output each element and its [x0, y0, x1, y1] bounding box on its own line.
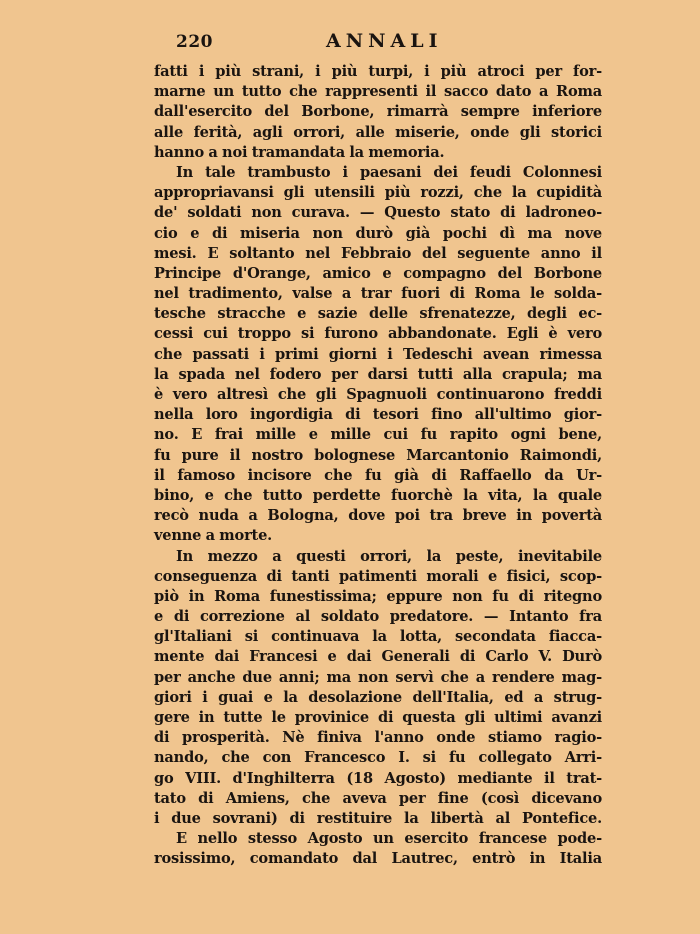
text-line: hanno a noi tramandata la memoria. [154, 143, 445, 161]
running-title: ANNALI [326, 30, 443, 52]
text-line: è vero altresì che gli Spagnuoli continuarono freddi [154, 386, 602, 403]
text-line: no. E frai mille e mille cui fu rapito ogni bene, [154, 426, 602, 444]
text-line: i due sovrani) di restituire la libertà al Pontefice. [154, 809, 602, 827]
text-line: cessi cui troppo si furono abbandonate. Egli è vero [154, 325, 602, 343]
body-text [154, 62, 602, 870]
text-line: recò nuda a Bologna, dove poi tra breve in povertà [154, 507, 602, 525]
text-line: tesche stracche e sazie delle sfrenatezze, degli ec- [154, 305, 602, 323]
text-line: nando, che con Francesco I. si fu collegato Arri- [154, 749, 602, 767]
text-line: la spada nel fodero per darsi tutti alla crapula; ma [154, 365, 602, 383]
text-line: e di correzione al soldato predatore. — Intanto fra [154, 608, 602, 626]
text-line: fu pure il nostro bolognese Marcantonio Raimondi, [154, 446, 602, 464]
text-line: fatti i più strani, i più turpi, i più atroci per for- [154, 63, 602, 80]
text-line: di prosperità. Nè finiva l'anno onde stiamo ragio- [154, 729, 602, 747]
text-line: appropriavansi gli utensili più rozzi, che la cupidità [154, 184, 602, 202]
text-line: conseguenza di tanti patimenti morali e fisici, scop- [154, 567, 602, 585]
text-line: che passati i primi giorni i Tedeschi avean rimessa [154, 345, 602, 363]
text-line: dall'esercito del Borbone, rimarrà sempre inferiore [154, 103, 602, 121]
page-header [176, 30, 596, 58]
text-line: E nello stesso Agosto un esercito francese pode- [176, 830, 602, 848]
page-number: 220 [176, 32, 213, 52]
text-line: il famoso incisore che fu già di Raffaello da Ur- [154, 466, 602, 484]
text-line: nel tradimento, valse a trar fuori di Roma le solda- [154, 285, 602, 303]
text-line: In tale trambusto i paesani dei feudi Colonnesi [176, 163, 602, 181]
text-line: mesi. E soltanto nel Febbraio del seguente anno il [154, 244, 602, 262]
text-line: Principe d'Orange, amico e compagno del Borbone [154, 264, 602, 282]
text-line: gere in tutte le provinice di questa gli ultimi avanzi [154, 709, 602, 726]
text-line: In mezzo a questi orrori, la peste, inevitabile [176, 547, 602, 565]
text-line: per anche due anni; ma non servì che a rendere mag- [154, 668, 602, 686]
text-line: tato di Amiens, che aveva per fine (così dicevano [154, 789, 602, 807]
text-line: nella loro ingordigia di tesori fino all'ultimo gior- [154, 406, 602, 424]
text-line: go VIII. d'Inghilterra (18 Agosto) mediante il trat- [154, 769, 602, 787]
text-line: mente dai Francesi e dai Generali di Carlo V. Durò [154, 648, 602, 666]
text-line: gl'Italiani si continuava la lotta, secondata fiacca- [154, 628, 602, 646]
text-line: de' soldati non curava. — Questo stato di ladroneo- [154, 204, 602, 222]
text-line: piò in Roma funestissima; eppure non fu di ritegno [154, 587, 602, 605]
text-line: giori i guai e la desolazione dell'Italia, ed a strug- [154, 688, 602, 706]
text-line: alle ferità, agli orrori, alle miserie, onde gli storici [154, 123, 602, 141]
text-line: rosissimo, comandato dal Lautrec, entrò in Italia [154, 850, 602, 868]
text-line: marne un tutto che rappresenti il sacco dato a Roma [154, 83, 602, 101]
text-line: cio e di miseria non durò già pochi dì ma nove [154, 224, 602, 242]
text-line: venne a morte. [154, 527, 273, 545]
text-line: bino, e che tutto perdette fuorchè la vita, la quale [154, 486, 602, 504]
